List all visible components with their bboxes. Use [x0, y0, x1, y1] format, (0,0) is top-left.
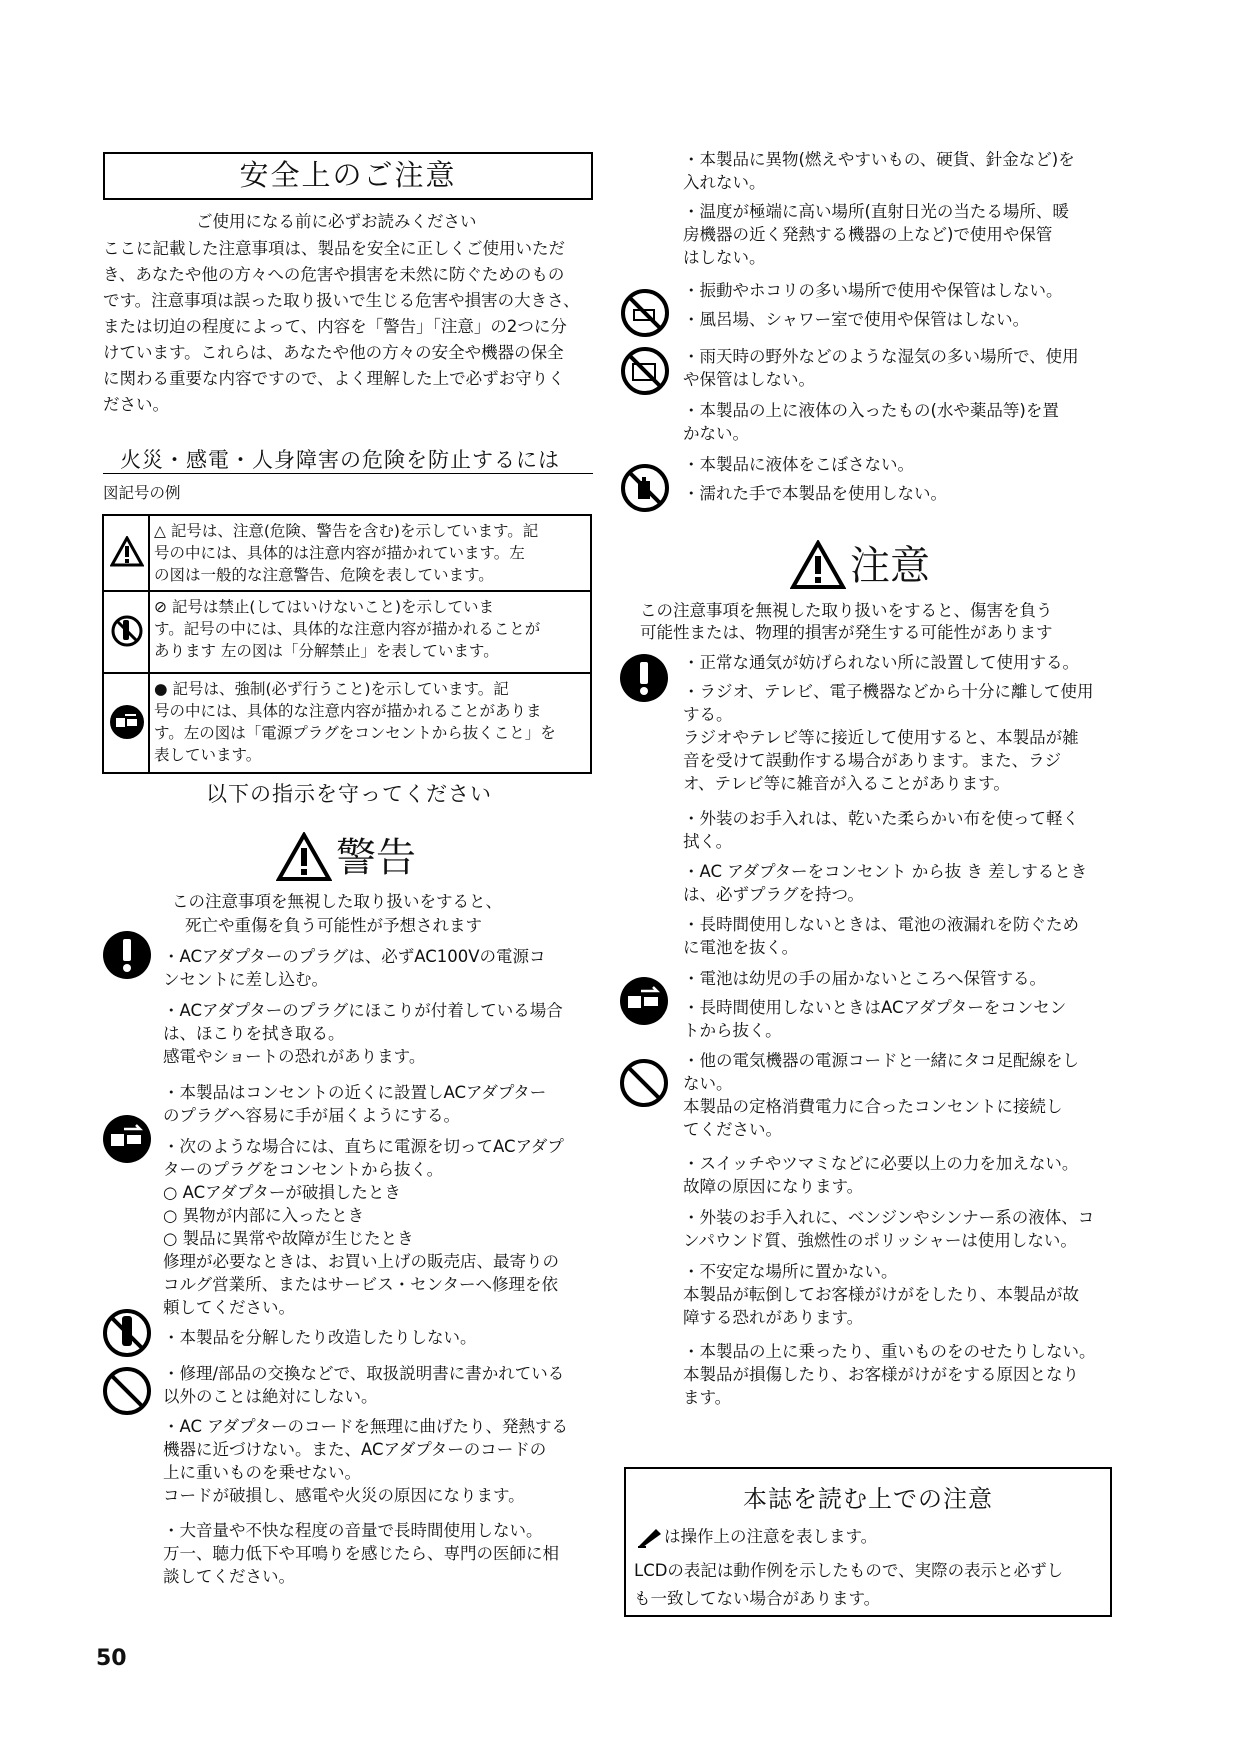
item-line: ○ ACアダプターが破損したとき	[163, 1183, 401, 1202]
mandatory-icon	[619, 653, 669, 703]
item-line: ・温度が極端に高い場所(直射日光の当たる場所、暖	[683, 202, 1069, 221]
mandatory-icon	[102, 930, 152, 980]
page-number: 50	[96, 1646, 127, 1671]
intro-line: に関わる重要な内容ですので、よく理解した上で必ずお守りく	[103, 369, 565, 388]
item-line: ・振動やホコリの多い場所で使用や保管はしない。	[683, 281, 1063, 300]
item-line: ・スイッチやツマミなどに必要以上の力を加えない。	[683, 1154, 1079, 1173]
caution-desc-line: この注意事項を無視した取り扱いをすると、傷害を負う	[640, 601, 1053, 620]
warning-desc-line: 死亡や重傷を負う可能性が予想されます	[185, 916, 482, 935]
symbol-desc-line: ● 記号は、強制(必ず行うこと)を示しています。記	[154, 680, 509, 698]
no-wet-hands-icon	[620, 463, 670, 513]
item-line: 房機器の近く発熱する機器の上など)で使用や保管	[683, 225, 1053, 244]
notes-line: LCDの表記は動作例を示したもので、実際の表示と必ずし	[634, 1561, 1064, 1580]
item-line: ・本製品に液体をこぼさない。	[683, 455, 914, 474]
item-line: 本製品が転倒してお客様がけがをしたり、本製品が故	[683, 1285, 1079, 1304]
warning-item	[683, 148, 1075, 194]
intro-line: き、あなたや他の方々への危害や損害を未然に防ぐためのもの	[103, 265, 565, 284]
symbol-desc-line: の図は一般的な注意警告、危険を表しています。	[154, 566, 494, 584]
notes-line: も一致してない場合があります。	[634, 1589, 881, 1608]
symbol-desc	[154, 596, 540, 662]
item-line: 入れない。	[683, 173, 766, 192]
caution-item	[683, 1152, 1078, 1198]
item-line: ○ 製品に異常や故障が生じたとき	[163, 1229, 414, 1248]
subheading-rule	[103, 473, 593, 474]
item-line: 故障の原因になります。	[683, 1177, 864, 1196]
warning-item	[683, 200, 1069, 269]
warning-item	[163, 1326, 477, 1349]
caution-item	[683, 860, 1087, 906]
no-dust-icon	[620, 288, 670, 338]
item-line: 音を受けて誤動作する場合があります。また、ラジ	[683, 751, 1062, 770]
item-line: ラジオやテレビ等に接近して使用すると、本製品が雑	[683, 728, 1079, 747]
item-line: は、ほこりを拭き取る。	[163, 1024, 345, 1043]
caution-triangle-icon	[790, 540, 846, 590]
symbol-desc	[154, 678, 556, 766]
unplug-icon	[619, 976, 669, 1026]
item-line: 本製品が損傷したり、お客様がけがをする原因となり	[683, 1365, 1079, 1384]
item-line: や保管はしない。	[683, 370, 815, 389]
page-title: 安全上のご注意	[103, 152, 593, 200]
no-disassembly-icon	[102, 1308, 152, 1358]
item-line: ・本製品の上に乗ったり、重いものをのせたりしない。	[683, 1342, 1096, 1361]
item-line: ・ACアダプターのプラグは、必ずAC100Vの電源コ	[163, 947, 546, 966]
symbol-desc-line: ⊘ 記号は禁止(してはいけないこと)を示していま	[154, 598, 495, 616]
caution-desc-line: 可能性または、物理的損害が発生する可能性があります	[640, 623, 1053, 642]
notes-line: は操作上の注意を表します。	[664, 1527, 878, 1546]
symbol-desc-line: 表しています。	[154, 746, 262, 764]
intro-heading: ご使用になる前に必ずお読みください	[196, 212, 477, 231]
item-line: はしない。	[683, 248, 766, 267]
warning-item	[163, 1135, 564, 1319]
item-line: ○ 異物が内部に入ったとき	[163, 1206, 365, 1225]
item-line: ・本製品を分解したり改造したりしない。	[163, 1328, 477, 1347]
item-line: ターのプラグをコンセントから抜く。	[163, 1160, 444, 1179]
item-line: ・長時間使用しないときはACアダプターをコンセン	[683, 998, 1067, 1017]
caution-item	[683, 967, 1046, 990]
symbol-row-caution	[104, 516, 590, 592]
no-disassembly-icon	[110, 614, 144, 648]
item-line: かない。	[683, 424, 749, 443]
caution-title: 注意	[850, 543, 930, 589]
caution-item	[683, 651, 1079, 674]
item-line: ・外装のお手入れに、ベンジンやシンナー系の液体、コ	[683, 1208, 1095, 1227]
symbol-desc-line: す。左の図は「電源プラグをコンセントから抜くこと」を	[154, 724, 556, 742]
item-line: 修理が必要なときは、お買い上げの販売店、最寄りの	[163, 1252, 559, 1271]
item-line: 頼してください。	[163, 1298, 295, 1317]
item-line: は、必ずプラグを持つ。	[683, 885, 864, 904]
item-line: コルグ営業所、またはサービス・センターへ修理を依	[163, 1275, 559, 1294]
item-line: ・修理/部品の交換などで、取扱説明書に書かれている	[163, 1364, 565, 1383]
item-line: に電池を抜く。	[683, 938, 799, 957]
item-line: 機器に近づけない。また、ACアダプターのコードの	[163, 1440, 547, 1459]
caution-item	[683, 680, 1094, 795]
intro-line: ださい。	[103, 395, 169, 414]
item-line: 万一、聴力低下や耳鳴りを感じたら、専門の医師に相	[163, 1544, 559, 1563]
intro-line: ここに記載した注意事項は、製品を安全に正しくご使用いただ	[103, 239, 565, 258]
item-line: 感電やショートの恐れがあります。	[163, 1047, 426, 1066]
warning-item	[163, 1081, 546, 1127]
no-moisture-icon	[620, 346, 670, 396]
item-line: コードが破損し、感電や火災の原因になります。	[163, 1486, 525, 1505]
warning-item	[683, 345, 1079, 391]
item-line: のプラグへ容易に手が届くようにする。	[163, 1106, 460, 1125]
item-line: オ、テレビ等に雑音が入ることがあります。	[683, 774, 1010, 793]
caution-item	[683, 1206, 1094, 1252]
item-line: 障する恐れがあります。	[683, 1308, 864, 1327]
item-line: ンパウンド質、強燃性のポリッシャーは使用しない。	[683, 1231, 1077, 1250]
caution-item	[683, 1340, 1096, 1409]
warning-item	[163, 1519, 559, 1588]
intro-line: です。注意事項は誤った取り扱いで生じる危害や損害の大きさ、	[103, 291, 580, 310]
warning-triangle-icon	[110, 536, 144, 568]
item-line: ・ACアダプターのプラグにほこりが付着している場合	[163, 1001, 563, 1020]
caution-item	[683, 1260, 1079, 1329]
warning-item	[163, 945, 546, 991]
item-line: ・大音量や不快な程度の音量で長時間使用しない。	[163, 1521, 543, 1540]
warning-title: 警告	[336, 835, 416, 881]
caution-item	[683, 807, 1079, 853]
pencil-note-icon	[636, 1525, 664, 1549]
item-line: てください。	[683, 1120, 782, 1139]
item-line: ・電池は幼児の手の届かないところへ保管する。	[683, 969, 1046, 988]
item-line: ・本製品はコンセントの近くに設置しACアダプター	[163, 1083, 547, 1102]
item-line: ・長時間使用しないときは、電池の液漏れを防ぐため	[683, 915, 1079, 934]
item-line: ・AC アダプターをコンセント から抜 き 差しするとき	[683, 862, 1088, 881]
item-line: トから抜く。	[683, 1021, 782, 1040]
warning-item	[683, 279, 1063, 302]
item-line: ・雨天時の野外などのような湿気の多い場所で、使用	[683, 347, 1079, 366]
intro-line: または切迫の程度によって、内容を「警告」「注意」の2つに分	[103, 317, 567, 336]
item-line: ・他の電気機器の電源コードと一緒にタコ足配線をし	[683, 1051, 1079, 1070]
item-line: ・AC アダプターのコードを無理に曲げたり、発熱する	[163, 1417, 568, 1436]
symbol-cell	[104, 592, 150, 672]
item-line: ・正常な通気が妨げられない所に設置して使用する。	[683, 653, 1079, 672]
intro-paragraph	[103, 236, 580, 418]
symbol-example-label: 図記号の例	[103, 484, 181, 502]
item-line: ・ラジオ、テレビ、電子機器などから十分に離して使用	[683, 682, 1094, 701]
item-line: 本製品の定格消費電力に合ったコンセントに接続し	[683, 1097, 1063, 1116]
caution-item	[683, 913, 1079, 959]
item-line: する。	[683, 705, 733, 724]
item-line: ・次のような場合には、直ちに電源を切ってACアダプ	[163, 1137, 564, 1156]
symbol-desc-line: す。記号の中には、具体的な注意内容が描かれることが	[154, 620, 541, 638]
item-line: ない。	[683, 1074, 733, 1093]
caution-item	[683, 1049, 1079, 1141]
warning-item	[163, 1415, 568, 1507]
symbol-desc-line: 号の中には、具体的は注意内容が描かれています。左	[154, 544, 525, 562]
symbol-row-mandatory	[104, 674, 590, 772]
item-line: ・濡れた手で本製品を使用しない。	[683, 484, 947, 503]
warning-item	[683, 308, 1029, 331]
symbol-example-table	[102, 514, 592, 774]
warning-item	[683, 399, 1059, 445]
warning-item	[163, 999, 563, 1068]
follow-instructions: 以下の指示を守ってください	[206, 782, 492, 806]
item-line: ・本製品の上に液体の入ったもの(水や薬品等)を置	[683, 401, 1059, 420]
intro-line: けています。これらは、あなたや他の方々の安全や機器の保全	[103, 343, 564, 362]
item-line: 拭く。	[683, 832, 733, 851]
symbol-cell	[104, 516, 150, 590]
prohibited-icon	[619, 1058, 669, 1108]
item-line: ・本製品に異物(燃えやすいもの、硬貨、針金など)を	[683, 150, 1075, 169]
item-line: 上に重いものを乗せない。	[163, 1463, 361, 1482]
reading-notes-box	[624, 1467, 1112, 1617]
notes-box-title: 本誌を読む上での注意	[743, 1485, 993, 1513]
symbol-cell	[104, 674, 150, 772]
item-line: 以外のことは絶対にしない。	[163, 1387, 378, 1406]
symbol-desc-line: あります 左の図は「分解禁止」を表しています。	[154, 642, 499, 660]
warning-desc-line: この注意事項を無視した取り扱いをすると、	[172, 892, 502, 911]
warning-item	[683, 453, 914, 476]
item-line: 談してください。	[163, 1567, 295, 1586]
warning-triangle-icon	[276, 832, 332, 882]
warning-item	[683, 482, 947, 505]
symbol-row-prohibit	[104, 592, 590, 674]
section-subheading: 火災・感電・人身障害の危険を防止するには	[120, 448, 560, 472]
item-line: ・外装のお手入れは、乾いた柔らかい布を使って軽く	[683, 809, 1079, 828]
item-line: ンセントに差し込む。	[163, 970, 328, 989]
unplug-icon	[109, 704, 145, 740]
item-line: ます。	[683, 1388, 732, 1407]
prohibited-icon	[102, 1366, 152, 1416]
symbol-desc	[154, 520, 538, 586]
item-line: ・不安定な場所に置かない。	[683, 1262, 898, 1281]
symbol-desc-line: △ 記号は、注意(危険、警告を含む)を示しています。記	[154, 522, 539, 540]
unplug-icon	[102, 1114, 152, 1164]
warning-item	[163, 1362, 564, 1408]
caution-item	[683, 996, 1066, 1042]
symbol-desc-line: 号の中には、具体的な注意内容が描かれることがありま	[154, 702, 542, 720]
item-line: ・風呂場、シャワー室で使用や保管はしない。	[683, 310, 1030, 329]
